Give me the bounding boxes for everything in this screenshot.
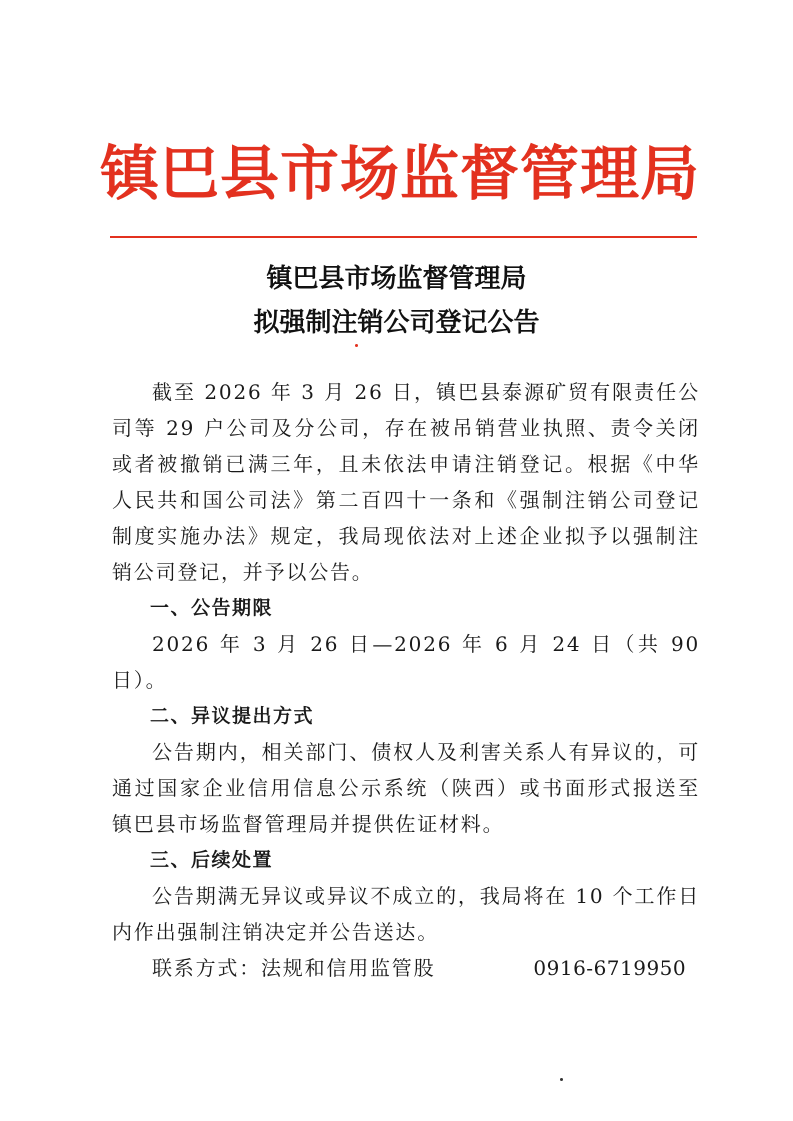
notice-title-line1: 镇巴县市场监督管理局 — [266, 264, 527, 294]
section-text-objection: 公告期内，相关部门、债权人及利害关系人有异议的，可通过国家企业信用信息公示系统（陕西）或书面形式报送至镇巴县市场监督管理局并提供佐证材料。 — [112, 740, 700, 836]
scan-mark-red — [355, 344, 358, 347]
contact-label: 联系方式：法规和信用监管股 — [152, 956, 436, 980]
section-heading-objection: 二、异议提出方式 — [150, 705, 315, 727]
notice-body — [112, 374, 700, 986]
section-text-followup: 公告期满无异议或异议不成立的，我局将在 10 个工作日内作出强制注销决定并公告送达。 — [112, 884, 700, 944]
intro-paragraph: 截至 2026 年 3 月 26 日，镇巴县泰源矿贸有限责任公司等 29 户公司及分公司，存在被吊销营业执照、责令关闭或者被撤销已满三年，且未依法申请注销登记。根据《中华人民共和国公司法》第二百四十一条和《强制注销公司登记制度实施办法》规定，我局现依法对上述企业拟予以强制注销公司登记，并予以公告。 — [112, 380, 700, 584]
contact-phone: 0916-6719950 — [533, 956, 687, 980]
notice-title-line2: 拟强制注销公司登记公告 — [253, 308, 540, 338]
section-text-period: 2026 年 3 月 26 日—2026 年 6 月 24 日（共 90 日）。 — [112, 632, 700, 692]
section-heading-period: 一、公告期限 — [150, 597, 274, 619]
masthead-red-rule — [110, 236, 697, 238]
agency-masthead: 镇巴县市场监督管理局 — [100, 139, 701, 208]
section-heading-followup: 三、后续处置 — [150, 849, 274, 871]
scan-mark-dark — [560, 1078, 563, 1081]
contact-line — [112, 950, 700, 986]
